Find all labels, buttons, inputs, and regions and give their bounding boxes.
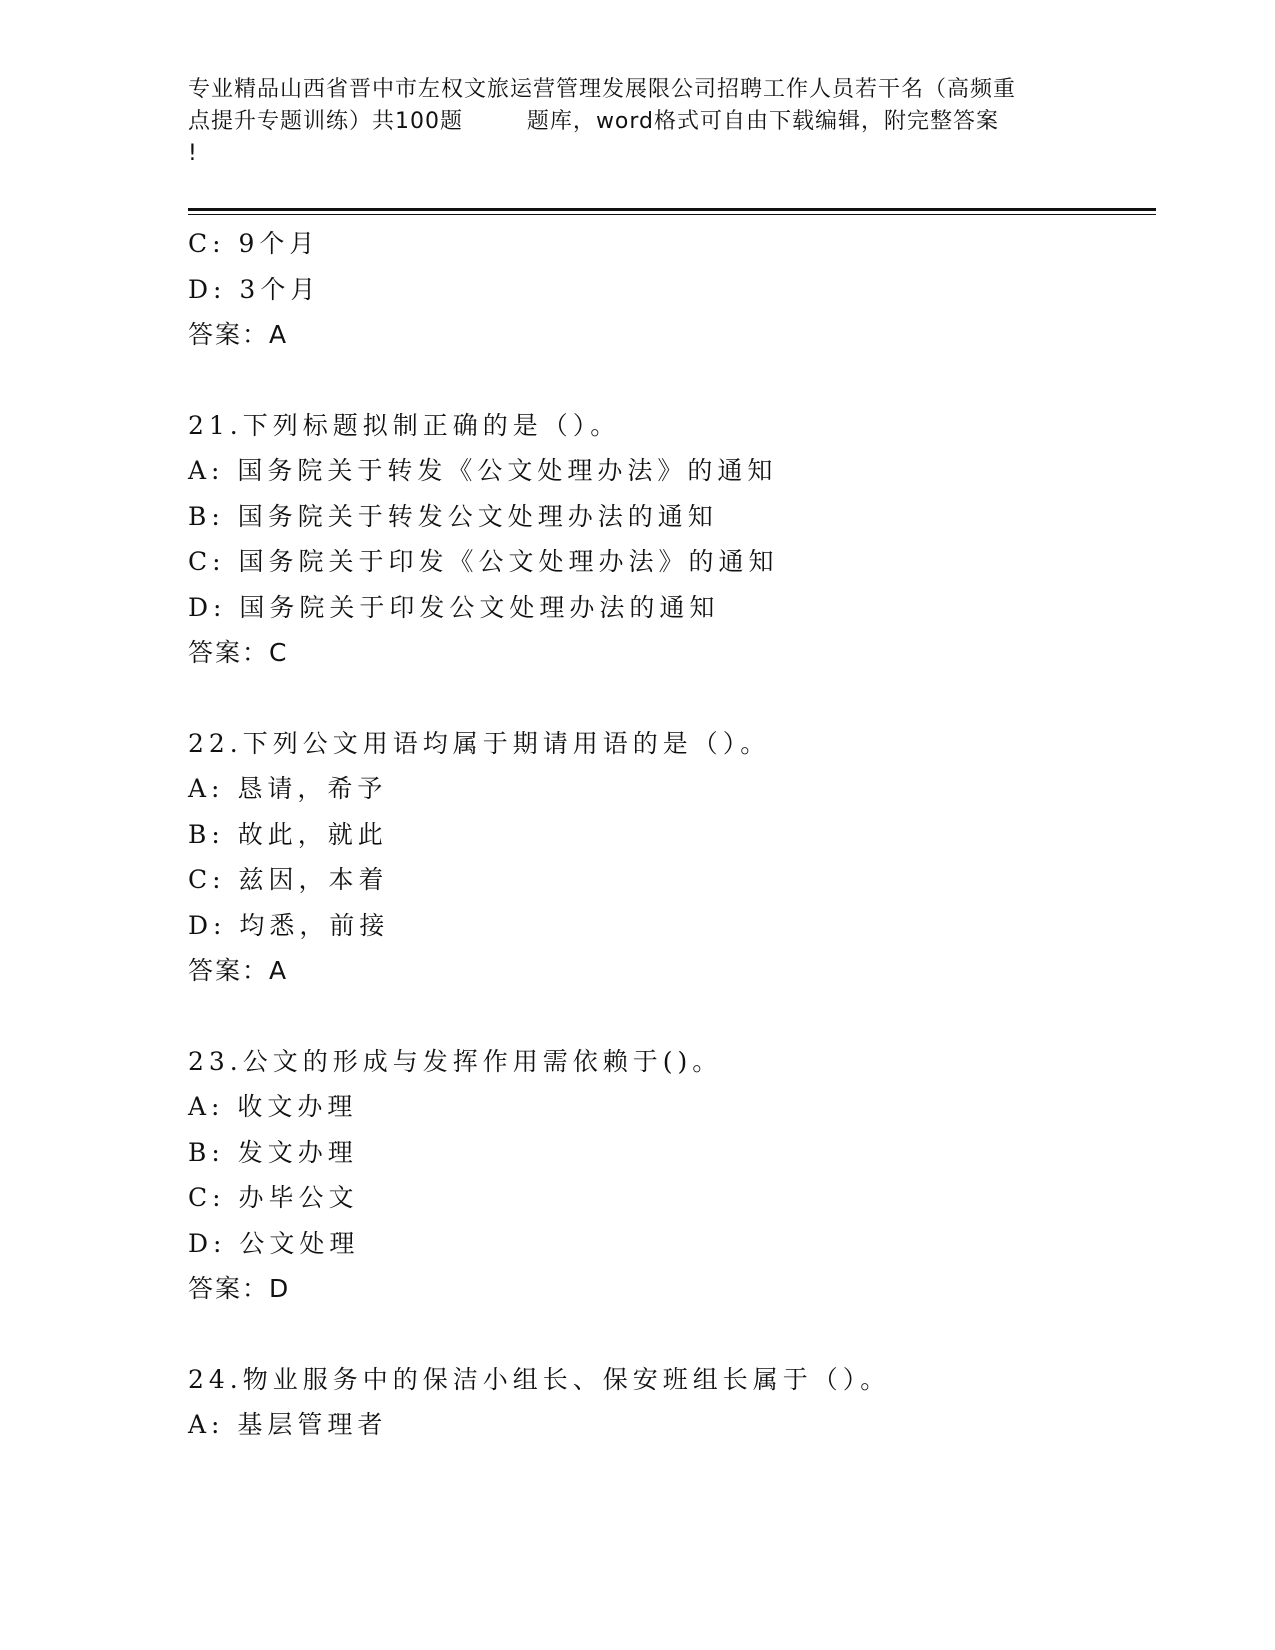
option-d: D: 均悉，前接 [188,910,390,940]
document-title [188,74,1088,170]
question-block-22 [188,721,1148,994]
header-divider-thick [188,208,1156,211]
title-line-3: ! [188,141,198,166]
spacer [188,358,1148,403]
option-a: A: 恳请，希予 [188,774,388,803]
title-line-1: 专业精品山西省晋中市左权文旅运营管理发展限公司招聘工作人员若干名（高频重 [188,77,1017,102]
option-d: D: 公文处理 [188,1228,360,1258]
spacer [188,994,1148,1039]
question-stem: 24.物业服务中的保洁小组长、保安班组长属于（）。 [188,1364,891,1394]
question-block-24 [188,1357,1148,1448]
header-divider-thin [188,214,1156,215]
option-c: C: 国务院关于印发《公文处理办法》的通知 [188,547,779,576]
answer-line: 答案：A [188,320,289,349]
option-d: D: 3个月 [188,274,321,304]
answer-line: 答案：D [188,1274,291,1303]
title-line-2: 点提升专题训练）共100题 题库，word格式可自由下载编辑，附完整答案 [188,109,1000,134]
question-stem: 22.下列公文用语均属于期请用语的是（）。 [188,728,771,758]
spacer [188,1312,1148,1357]
question-stem: 21.下列标题拟制正确的是（）。 [188,410,621,440]
option-a: A: 收文办理 [188,1092,358,1121]
answer-line: 答案：A [188,956,289,985]
answer-line: 答案：C [188,638,289,667]
option-c: C: 9个月 [188,229,320,258]
option-a: A: 国务院关于转发《公文处理办法》的通知 [188,456,778,485]
option-a: A: 基层管理者 [188,1410,388,1439]
option-d: D: 国务院关于印发公文处理办法的通知 [188,592,720,622]
question-block-prev [188,221,1148,358]
question-stem: 23.公文的形成与发挥作用需依赖于()。 [188,1046,723,1076]
option-b: B: 故此，就此 [188,819,388,849]
question-block-23 [188,1039,1148,1312]
question-block-21 [188,403,1148,676]
option-c: C: 兹因，本着 [188,865,389,894]
option-c: C: 办毕公文 [188,1183,359,1212]
spacer [188,676,1148,721]
option-b: B: 国务院关于转发公文处理办法的通知 [188,501,718,531]
option-b: B: 发文办理 [188,1137,358,1167]
question-list [188,221,1148,1448]
